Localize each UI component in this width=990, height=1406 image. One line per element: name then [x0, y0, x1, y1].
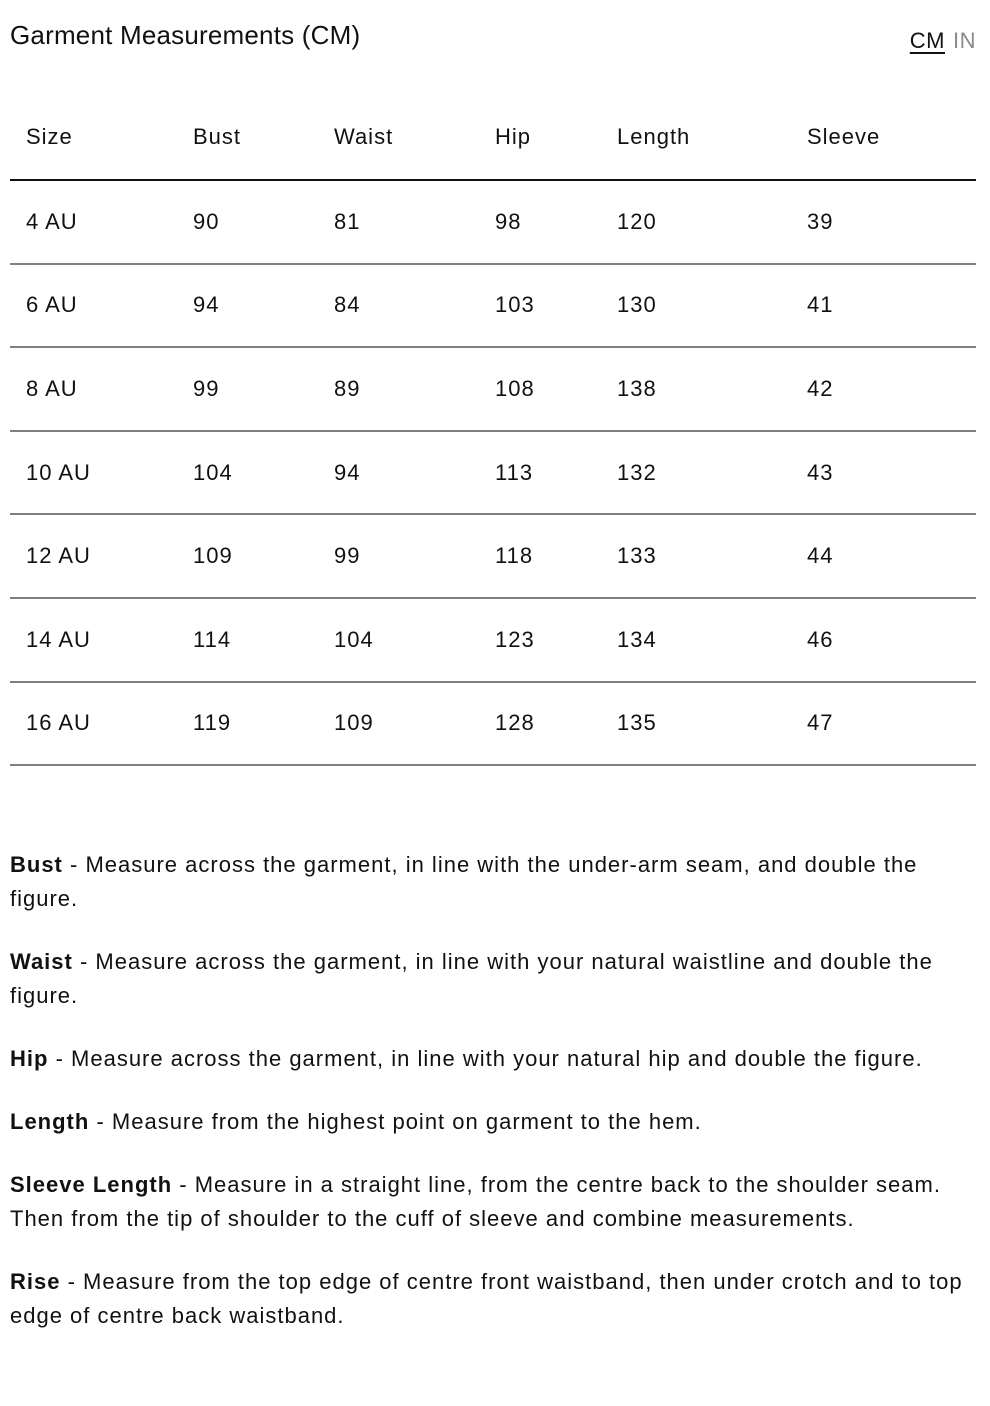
cell-bust: 114 [177, 598, 318, 682]
note-text: Measure across the garment, in line with your natural hip and double the figure. [71, 1046, 923, 1072]
measurement-notes [10, 848, 985, 1333]
note-term: Sleeve Length [10, 1172, 173, 1198]
note-text: Measure in a straight line, from the centre back to the shoulder seam. Then from the tip of shoulder to the cuff of sleeve and combine measurements. [10, 1172, 941, 1232]
note-term: Waist [10, 949, 73, 975]
cell-waist: 89 [318, 347, 479, 431]
cell-size: 10 AU [10, 431, 177, 515]
note-term: Length [10, 1109, 90, 1135]
cell-hip: 128 [479, 682, 601, 766]
cell-bust: 99 [177, 347, 318, 431]
cell-hip: 98 [479, 180, 601, 264]
note-separator: - [48, 1046, 72, 1072]
note-separator: - [72, 949, 96, 975]
cell-sleeve: 43 [791, 431, 976, 515]
cell-sleeve: 39 [791, 180, 976, 264]
cell-size: 6 AU [10, 264, 177, 348]
cell-sleeve: 44 [791, 514, 976, 598]
cell-size: 8 AU [10, 347, 177, 431]
note-separator: - [89, 1109, 112, 1135]
cell-waist: 104 [318, 598, 479, 682]
note-term: Hip [10, 1046, 49, 1072]
table-row [10, 598, 976, 682]
note-text: Measure from the top edge of centre front waistband, then under crotch and to top edge of centre back waistband. [10, 1269, 963, 1329]
cell-bust: 119 [177, 682, 318, 766]
cell-size: 4 AU [10, 180, 177, 264]
note-separator: - [60, 1269, 84, 1295]
page-title: Garment Measurements (CM) [10, 20, 361, 50]
table-row [10, 180, 976, 264]
column-header-size: Size [10, 98, 177, 180]
cell-bust: 104 [177, 431, 318, 515]
note-bust [10, 848, 985, 916]
table-header-row [10, 98, 976, 180]
cell-bust: 109 [177, 514, 318, 598]
cell-sleeve: 47 [791, 682, 976, 766]
unit-toggle [910, 28, 976, 54]
size-guide-header [10, 0, 976, 78]
note-term: Bust [10, 852, 63, 878]
note-text: Measure across the garment, in line with your natural waistline and double the figure. [10, 949, 933, 1009]
cell-length: 134 [601, 598, 791, 682]
unit-cm-button[interactable]: CM [909, 28, 945, 53]
unit-in-button[interactable]: IN [953, 28, 976, 53]
cell-length: 120 [601, 180, 791, 264]
cell-waist: 109 [318, 682, 479, 766]
cell-length: 135 [601, 682, 791, 766]
note-term: Rise [10, 1269, 61, 1295]
note-separator: - [62, 852, 86, 878]
cell-sleeve: 46 [791, 598, 976, 682]
cell-hip: 103 [479, 264, 601, 348]
table-row [10, 264, 976, 348]
table-row [10, 431, 976, 515]
column-header-bust: Bust [177, 98, 318, 180]
note-rise [10, 1265, 985, 1333]
note-length [10, 1105, 985, 1139]
measurements-table [10, 98, 976, 766]
cell-length: 138 [601, 347, 791, 431]
table-row [10, 347, 976, 431]
note-sleeve-length [10, 1168, 985, 1236]
cell-waist: 81 [318, 180, 479, 264]
table-row [10, 682, 976, 766]
cell-bust: 90 [177, 180, 318, 264]
cell-size: 12 AU [10, 514, 177, 598]
cell-waist: 84 [318, 264, 479, 348]
cell-hip: 123 [479, 598, 601, 682]
table-row [10, 514, 976, 598]
cell-hip: 108 [479, 347, 601, 431]
cell-waist: 99 [318, 514, 479, 598]
cell-size: 14 AU [10, 598, 177, 682]
cell-waist: 94 [318, 431, 479, 515]
note-separator: - [172, 1172, 195, 1198]
column-header-sleeve: Sleeve [791, 98, 976, 180]
column-header-waist: Waist [318, 98, 479, 180]
cell-length: 130 [601, 264, 791, 348]
cell-size: 16 AU [10, 682, 177, 766]
note-waist [10, 945, 985, 1013]
cell-length: 133 [601, 514, 791, 598]
note-text: Measure from the highest point on garment to the hem. [111, 1109, 702, 1135]
table-header [10, 98, 976, 180]
cell-bust: 94 [177, 264, 318, 348]
cell-hip: 113 [479, 431, 601, 515]
cell-hip: 118 [479, 514, 601, 598]
cell-length: 132 [601, 431, 791, 515]
column-header-hip: Hip [479, 98, 601, 180]
table-body [10, 180, 976, 765]
cell-sleeve: 41 [791, 264, 976, 348]
note-hip [10, 1042, 985, 1076]
cell-sleeve: 42 [791, 347, 976, 431]
note-text: Measure across the garment, in line with the under-arm seam, and double the figure. [10, 852, 918, 912]
column-header-length: Length [601, 98, 791, 180]
